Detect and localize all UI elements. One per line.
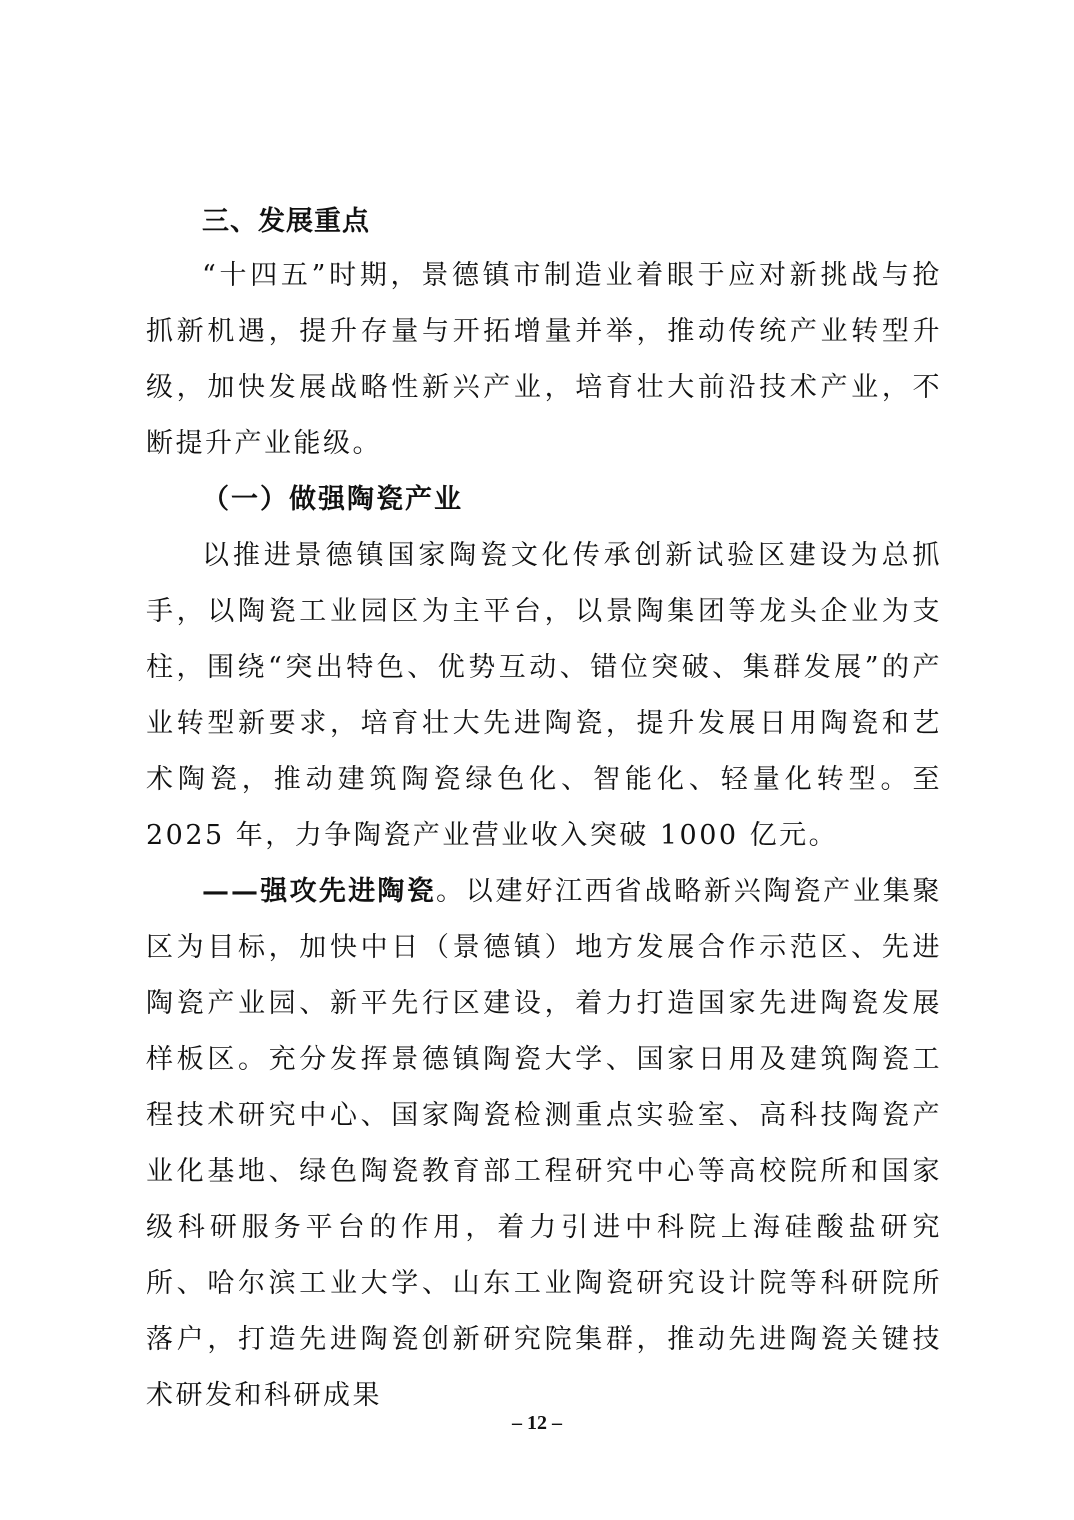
page-body [146,196,942,1424]
subsection-heading: （一）做强陶瓷产业 [202,484,463,515]
intro-paragraph: “十四五”时期，景德镇市制造业着眼于应对新挑战与抢抓新机遇，提升存量与开拓增量并举，推动传统产业转型升级，加快发展战略性新兴产业，培育壮大前沿技术产业，不断提升产业能级。 [146,260,942,459]
advanced-ceramics-lead: ——强攻先进陶瓷 [202,876,436,907]
ceramics-paragraph: 以推进景德镇国家陶瓷文化传承创新试验区建设为总抓手，以陶瓷工业园区为主平台，以景陶集团等龙头企业为支柱，围绕“突出特色、优势互动、错位突破、集群发展”的产业转型新要求，培育壮大先进陶瓷，提升发展日用陶瓷和艺术陶瓷，推动建筑陶瓷绿色化、智能化、轻量化转型。至 2025 年，力争陶瓷产业营业收入突破 1000 亿元。 [146,540,942,851]
advanced-ceramics-text: 。以建好江西省战略新兴陶瓷产业集聚区为目标，加快中日（景德镇）地方发展合作示范区、先进陶瓷产业园、新平先行区建设，着力打造国家先进陶瓷发展样板区。充分发挥景德镇陶瓷大学、国家日用及建筑陶瓷工程技术研究中心、国家陶瓷检测重点实验室、高科技陶瓷产业化基地、绿色陶瓷教育部工程研究中心等高校院所和国家级科研服务平台的作用，着力引进中科院上海硅酸盐研究所、哈尔滨工业大学、山东工业陶瓷研究设计院等科研院所落户，打造先进陶瓷创新研究院集群，推动先进陶瓷关键技术研发和科研成果 [146,876,943,1411]
advanced-ceramics-paragraph [146,864,942,1424]
section-heading: 三、发展重点 [202,206,370,237]
page-number: – 12 – [512,1412,562,1434]
